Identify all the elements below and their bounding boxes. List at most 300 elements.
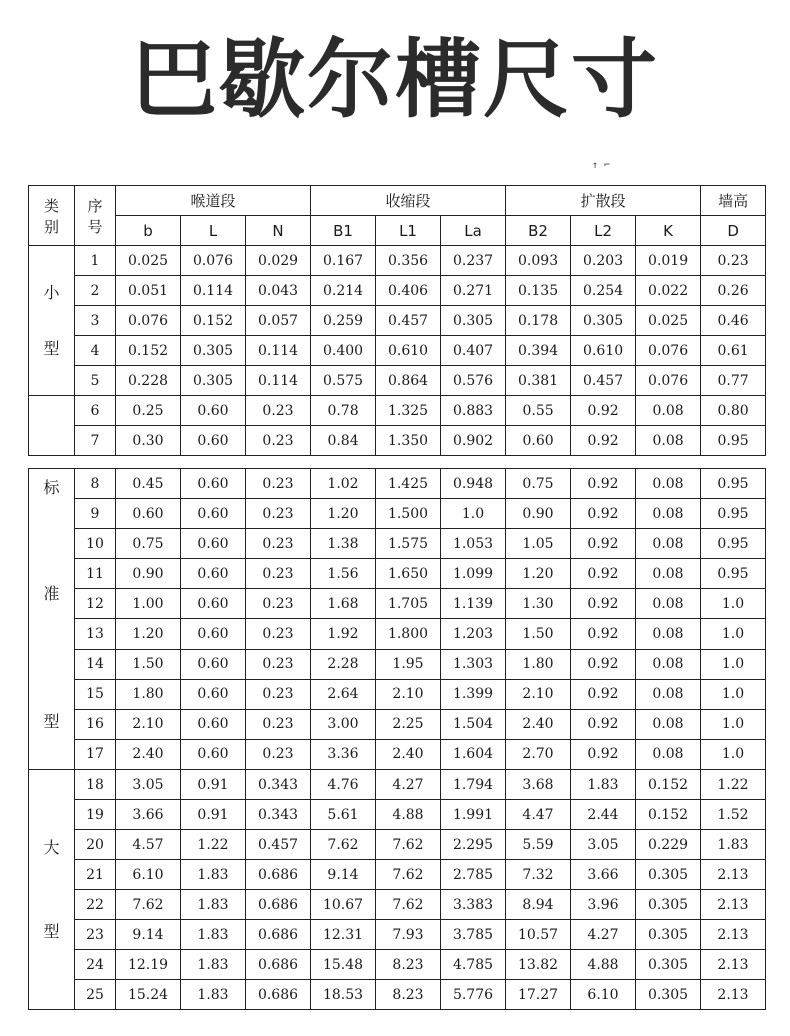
value-cell: 0.152	[636, 770, 701, 800]
value-cell: 1.38	[311, 529, 376, 559]
value-cell: 1.00	[116, 589, 181, 619]
value-cell: 0.610	[571, 336, 636, 366]
category-label-char: 型	[43, 921, 60, 941]
column-header-b: b	[116, 216, 181, 246]
value-cell: 0.214	[311, 276, 376, 306]
value-cell: 1.50	[506, 619, 571, 649]
value-cell: 8.23	[376, 980, 441, 1010]
value-cell: 0.407	[441, 336, 506, 366]
value-cell: 0.022	[636, 276, 701, 306]
table-row	[29, 426, 766, 456]
table-row	[29, 366, 766, 396]
row-index-cell: 13	[75, 619, 116, 649]
value-cell: 1.350	[376, 426, 441, 456]
value-cell: 0.92	[571, 619, 636, 649]
value-cell: 0.92	[571, 426, 636, 456]
value-cell: 0.343	[246, 770, 311, 800]
value-cell: 4.27	[376, 770, 441, 800]
value-cell: 1.52	[701, 800, 766, 830]
column-header-la: La	[441, 216, 506, 246]
value-cell: 0.92	[571, 396, 636, 426]
value-cell: 0.92	[571, 499, 636, 529]
category-header-bottom: 别	[43, 217, 59, 236]
value-cell: 0.343	[246, 800, 311, 830]
row-index-cell: 21	[75, 860, 116, 890]
value-cell: 2.40	[506, 709, 571, 739]
value-cell: 0.92	[571, 529, 636, 559]
table-row	[29, 336, 766, 366]
value-cell: 0.686	[246, 860, 311, 890]
value-cell: 0.60	[181, 589, 246, 619]
value-cell: 0.61	[701, 336, 766, 366]
value-cell: 0.076	[181, 246, 246, 276]
value-cell: 1.203	[441, 619, 506, 649]
value-cell: 0.305	[636, 920, 701, 950]
value-cell: 7.62	[376, 860, 441, 890]
value-cell: 1.0	[701, 589, 766, 619]
value-cell: 0.356	[376, 246, 441, 276]
value-cell: 9.14	[116, 920, 181, 950]
row-index-cell: 8	[75, 469, 116, 499]
value-cell: 0.457	[246, 830, 311, 860]
row-index-cell: 16	[75, 709, 116, 739]
value-cell: 0.114	[246, 336, 311, 366]
value-cell: 4.57	[116, 830, 181, 860]
value-cell: 0.686	[246, 950, 311, 980]
row-index-cell: 5	[75, 366, 116, 396]
index-header	[75, 186, 116, 246]
value-cell: 0.23	[246, 589, 311, 619]
value-cell: 1.56	[311, 559, 376, 589]
value-cell: 9.14	[311, 860, 376, 890]
value-cell: 1.0	[701, 619, 766, 649]
row-index-cell: 2	[75, 276, 116, 306]
value-cell: 10.67	[311, 890, 376, 920]
value-cell: 3.68	[506, 770, 571, 800]
table-row	[29, 860, 766, 890]
value-cell: 0.178	[506, 306, 571, 336]
value-cell: 0.051	[116, 276, 181, 306]
value-cell: 1.303	[441, 649, 506, 679]
value-cell: 1.83	[571, 770, 636, 800]
value-cell: 0.60	[181, 679, 246, 709]
value-cell: 1.575	[376, 529, 441, 559]
value-cell: 1.425	[376, 469, 441, 499]
value-cell: 0.95	[701, 469, 766, 499]
value-cell: 1.0	[701, 679, 766, 709]
value-cell: 0.25	[116, 396, 181, 426]
value-cell: 5.59	[506, 830, 571, 860]
value-cell: 0.254	[571, 276, 636, 306]
table-row	[29, 396, 766, 426]
value-cell: 3.66	[116, 800, 181, 830]
group-header-converging: 收缩段	[311, 186, 506, 216]
value-cell: 6.10	[116, 860, 181, 890]
value-cell: 2.70	[506, 739, 571, 769]
value-cell: 1.139	[441, 589, 506, 619]
row-index-cell: 6	[75, 396, 116, 426]
value-cell: 0.23	[246, 739, 311, 769]
value-cell: 0.95	[701, 529, 766, 559]
value-cell: 3.00	[311, 709, 376, 739]
value-cell: 0.60	[181, 469, 246, 499]
value-cell: 13.82	[506, 950, 571, 980]
category-label-char: 大	[43, 837, 60, 857]
value-cell: 8.23	[376, 950, 441, 980]
table-row	[29, 830, 766, 860]
value-cell: 0.394	[506, 336, 571, 366]
value-cell: 0.019	[636, 246, 701, 276]
index-header-top: 序	[87, 196, 103, 215]
table-row	[29, 920, 766, 950]
value-cell: 0.08	[636, 709, 701, 739]
category-cell	[29, 396, 75, 456]
value-cell: 0.08	[636, 679, 701, 709]
value-cell: 2.44	[571, 800, 636, 830]
value-cell: 1.83	[181, 890, 246, 920]
category-label-char: 型	[43, 712, 60, 731]
value-cell: 0.77	[701, 366, 766, 396]
value-cell: 0.23	[246, 529, 311, 559]
value-cell: 5.776	[441, 980, 506, 1010]
value-cell: 3.96	[571, 890, 636, 920]
table-row	[29, 679, 766, 709]
value-cell: 0.271	[441, 276, 506, 306]
value-cell: 0.057	[246, 306, 311, 336]
category-cell	[29, 246, 75, 396]
value-cell: 12.31	[311, 920, 376, 950]
row-index-cell: 15	[75, 679, 116, 709]
value-cell: 3.05	[116, 770, 181, 800]
value-cell: 0.400	[311, 336, 376, 366]
value-cell: 3.785	[441, 920, 506, 950]
row-index-cell: 10	[75, 529, 116, 559]
value-cell: 1.0	[701, 649, 766, 679]
value-cell: 0.08	[636, 426, 701, 456]
value-cell: 2.10	[376, 679, 441, 709]
value-cell: 0.23	[246, 649, 311, 679]
value-cell: 0.948	[441, 469, 506, 499]
value-cell: 0.152	[181, 306, 246, 336]
row-index-cell: 4	[75, 336, 116, 366]
value-cell: 7.62	[376, 890, 441, 920]
row-index-cell: 20	[75, 830, 116, 860]
value-cell: 1.705	[376, 589, 441, 619]
value-cell: 0.30	[116, 426, 181, 456]
value-cell: 1.68	[311, 589, 376, 619]
value-cell: 0.305	[181, 366, 246, 396]
value-cell: 0.152	[636, 800, 701, 830]
row-index-cell: 7	[75, 426, 116, 456]
row-index-cell: 23	[75, 920, 116, 950]
value-cell: 7.62	[116, 890, 181, 920]
value-cell: 0.60	[181, 396, 246, 426]
table-row	[29, 529, 766, 559]
value-cell: 0.152	[116, 336, 181, 366]
value-cell: 1.399	[441, 679, 506, 709]
table-row	[29, 306, 766, 336]
value-cell: 0.864	[376, 366, 441, 396]
value-cell: 0.305	[441, 306, 506, 336]
value-cell: 0.259	[311, 306, 376, 336]
value-cell: 0.686	[246, 920, 311, 950]
value-cell: 0.60	[506, 426, 571, 456]
row-index-cell: 18	[75, 770, 116, 800]
scan-mark: ↑ ⌐	[592, 160, 611, 171]
header-row-columns	[29, 216, 766, 246]
value-cell: 0.076	[636, 336, 701, 366]
value-cell: 0.08	[636, 469, 701, 499]
table-row	[29, 980, 766, 1010]
value-cell: 0.60	[181, 739, 246, 769]
value-cell: 1.80	[116, 679, 181, 709]
table-row	[29, 469, 766, 499]
value-cell: 0.043	[246, 276, 311, 306]
value-cell: 1.83	[181, 920, 246, 950]
value-cell: 0.80	[701, 396, 766, 426]
value-cell: 1.794	[441, 770, 506, 800]
column-header-l2: L2	[571, 216, 636, 246]
value-cell: 0.114	[246, 366, 311, 396]
value-cell: 0.406	[376, 276, 441, 306]
value-cell: 8.94	[506, 890, 571, 920]
value-cell: 0.75	[506, 469, 571, 499]
row-index-cell: 3	[75, 306, 116, 336]
value-cell: 1.650	[376, 559, 441, 589]
value-cell: 0.08	[636, 739, 701, 769]
value-cell: 0.60	[181, 709, 246, 739]
value-cell: 1.20	[116, 619, 181, 649]
value-cell: 0.305	[636, 890, 701, 920]
value-cell: 0.686	[246, 890, 311, 920]
row-index-cell: 11	[75, 559, 116, 589]
value-cell: 0.60	[181, 649, 246, 679]
value-cell: 0.135	[506, 276, 571, 306]
value-cell: 0.23	[701, 246, 766, 276]
table-row	[29, 276, 766, 306]
value-cell: 7.62	[311, 830, 376, 860]
value-cell: 15.24	[116, 980, 181, 1010]
value-cell: 1.83	[181, 950, 246, 980]
value-cell: 2.25	[376, 709, 441, 739]
value-cell: 0.457	[571, 366, 636, 396]
value-cell: 1.504	[441, 709, 506, 739]
value-cell: 2.13	[701, 980, 766, 1010]
value-cell: 1.20	[311, 499, 376, 529]
value-cell: 2.13	[701, 890, 766, 920]
value-cell: 0.91	[181, 800, 246, 830]
value-cell: 15.48	[311, 950, 376, 980]
value-cell: 17.27	[506, 980, 571, 1010]
category-label-char: 小	[43, 282, 60, 302]
value-cell: 7.32	[506, 860, 571, 890]
value-cell: 4.27	[571, 920, 636, 950]
row-index-cell: 19	[75, 800, 116, 830]
value-cell: 12.19	[116, 950, 181, 980]
table-row	[29, 559, 766, 589]
table-row	[29, 589, 766, 619]
value-cell: 0.90	[506, 499, 571, 529]
value-cell: 0.84	[311, 426, 376, 456]
value-cell: 3.66	[571, 860, 636, 890]
value-cell: 4.47	[506, 800, 571, 830]
column-header-b2: B2	[506, 216, 571, 246]
value-cell: 0.08	[636, 619, 701, 649]
value-cell: 1.50	[116, 649, 181, 679]
value-cell: 7.62	[376, 830, 441, 860]
value-cell: 0.92	[571, 739, 636, 769]
value-cell: 0.23	[246, 709, 311, 739]
value-cell: 1.92	[311, 619, 376, 649]
value-cell: 2.10	[506, 679, 571, 709]
value-cell: 0.305	[571, 306, 636, 336]
value-cell: 0.237	[441, 246, 506, 276]
table-row	[29, 619, 766, 649]
value-cell: 0.203	[571, 246, 636, 276]
category-cell	[29, 770, 75, 1010]
value-cell: 1.30	[506, 589, 571, 619]
value-cell: 0.92	[571, 649, 636, 679]
category-label-char: 准	[43, 584, 60, 603]
value-cell: 0.381	[506, 366, 571, 396]
value-cell: 0.46	[701, 306, 766, 336]
value-cell: 0.23	[246, 396, 311, 426]
value-cell: 3.383	[441, 890, 506, 920]
value-cell: 0.60	[181, 499, 246, 529]
table-row	[29, 709, 766, 739]
value-cell: 4.76	[311, 770, 376, 800]
value-cell: 2.13	[701, 860, 766, 890]
value-cell: 0.45	[116, 469, 181, 499]
value-cell: 0.75	[116, 529, 181, 559]
row-index-cell: 24	[75, 950, 116, 980]
group-header-wall-height: 墙高	[701, 186, 766, 216]
value-cell: 0.610	[376, 336, 441, 366]
index-header-bottom: 号	[87, 217, 103, 236]
value-cell: 0.093	[506, 246, 571, 276]
column-header-n: N	[246, 216, 311, 246]
value-cell: 0.92	[571, 589, 636, 619]
value-cell: 0.60	[181, 559, 246, 589]
category-label-char: 型	[43, 338, 60, 358]
value-cell: 4.785	[441, 950, 506, 980]
value-cell: 0.575	[311, 366, 376, 396]
column-header-l: L	[181, 216, 246, 246]
value-cell: 1.02	[311, 469, 376, 499]
value-cell: 0.92	[571, 469, 636, 499]
value-cell: 0.902	[441, 426, 506, 456]
row-index-cell: 14	[75, 649, 116, 679]
value-cell: 0.08	[636, 529, 701, 559]
value-cell: 18.53	[311, 980, 376, 1010]
value-cell: 0.305	[636, 950, 701, 980]
value-cell: 1.83	[701, 830, 766, 860]
value-cell: 0.457	[376, 306, 441, 336]
value-cell: 0.23	[246, 469, 311, 499]
table-row	[29, 499, 766, 529]
table-row	[29, 890, 766, 920]
value-cell: 0.92	[571, 709, 636, 739]
value-cell: 2.28	[311, 649, 376, 679]
value-cell: 0.228	[116, 366, 181, 396]
value-cell: 0.305	[181, 336, 246, 366]
value-cell: 0.91	[181, 770, 246, 800]
value-cell: 4.88	[571, 950, 636, 980]
value-cell: 0.686	[246, 980, 311, 1010]
column-header-d: D	[701, 216, 766, 246]
value-cell: 2.10	[116, 709, 181, 739]
value-cell: 0.23	[246, 426, 311, 456]
value-cell: 1.20	[506, 559, 571, 589]
value-cell: 0.076	[636, 366, 701, 396]
value-cell: 1.0	[701, 739, 766, 769]
page-title: 巴歇尔槽尺寸	[131, 30, 659, 130]
column-header-k: K	[636, 216, 701, 246]
value-cell: 1.22	[181, 830, 246, 860]
row-index-cell: 17	[75, 739, 116, 769]
value-cell: 0.26	[701, 276, 766, 306]
value-cell: 0.167	[311, 246, 376, 276]
value-cell: 0.90	[116, 559, 181, 589]
dimension-table-bottom	[28, 468, 766, 1010]
value-cell: 1.099	[441, 559, 506, 589]
row-index-cell: 22	[75, 890, 116, 920]
value-cell: 0.23	[246, 499, 311, 529]
category-header-top: 类	[43, 196, 59, 215]
value-cell: 1.83	[181, 980, 246, 1010]
category-cell	[29, 469, 75, 770]
value-cell: 1.325	[376, 396, 441, 426]
value-cell: 2.295	[441, 830, 506, 860]
value-cell: 0.025	[116, 246, 181, 276]
value-cell: 0.55	[506, 396, 571, 426]
value-cell: 10.57	[506, 920, 571, 950]
value-cell: 0.08	[636, 559, 701, 589]
dimension-table-top	[28, 185, 766, 456]
value-cell: 2.785	[441, 860, 506, 890]
value-cell: 0.305	[636, 980, 701, 1010]
value-cell: 1.83	[181, 860, 246, 890]
value-cell: 0.08	[636, 396, 701, 426]
group-header-throat: 喉道段	[116, 186, 311, 216]
value-cell: 6.10	[571, 980, 636, 1010]
value-cell: 1.991	[441, 800, 506, 830]
column-header-b1: B1	[311, 216, 376, 246]
value-cell: 2.13	[701, 950, 766, 980]
value-cell: 4.88	[376, 800, 441, 830]
row-index-cell: 1	[75, 246, 116, 276]
value-cell: 0.08	[636, 649, 701, 679]
value-cell: 0.95	[701, 426, 766, 456]
row-index-cell: 12	[75, 589, 116, 619]
value-cell: 1.053	[441, 529, 506, 559]
value-cell: 2.40	[376, 739, 441, 769]
column-header-l1: L1	[376, 216, 441, 246]
value-cell: 0.305	[636, 860, 701, 890]
row-index-cell: 25	[75, 980, 116, 1010]
value-cell: 2.40	[116, 739, 181, 769]
value-cell: 0.23	[246, 559, 311, 589]
value-cell: 0.08	[636, 499, 701, 529]
value-cell: 1.500	[376, 499, 441, 529]
value-cell: 0.029	[246, 246, 311, 276]
row-index-cell: 9	[75, 499, 116, 529]
table-row	[29, 739, 766, 769]
value-cell: 0.95	[701, 499, 766, 529]
value-cell: 0.95	[701, 559, 766, 589]
value-cell: 0.229	[636, 830, 701, 860]
table-row	[29, 770, 766, 800]
